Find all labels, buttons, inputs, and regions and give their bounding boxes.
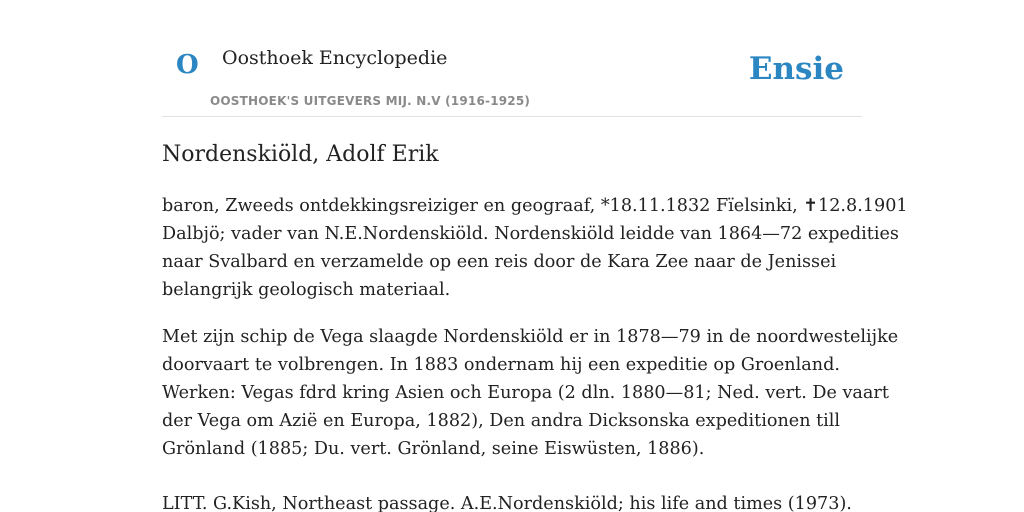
entry-paragraph: [162, 323, 899, 463]
paragraph-line: naar Svalbard en verzamelde op een reis door de Kara Zee naar de Jenissei: [162, 252, 837, 272]
site-title[interactable]: Oosthoek Encyclopedie: [222, 47, 448, 69]
paragraph-line: Dalbjö; vader van N.E.Nordenskiöld. Nordenskiöld leidde van 1864—72 expedities: [162, 224, 899, 244]
entry-title: Nordenskiöld, Adolf Erik: [162, 142, 439, 167]
site-header: [162, 0, 862, 117]
paragraph-line: Met zijn schip de Vega slaagde Nordenskiöld er in 1878—79 in de noordwestelijke: [162, 327, 899, 347]
content-container: [162, 0, 908, 512]
site-subtitle: OOSTHOEK'S UITGEVERS MIJ. N.V (1916-1925): [210, 94, 531, 108]
paragraph-line: Grönland (1885; Du. vert. Grönland, seine Eiswüsten, 1886).: [162, 439, 705, 459]
brand-logo-link[interactable]: Ensie: [748, 51, 844, 87]
literature-reference: [162, 490, 862, 512]
paragraph-line: belangrijk geologisch materiaal.: [162, 280, 451, 300]
paragraph-line: doorvaart te volbrengen. In 1883 ondernam hij een expeditie op Groenland.: [162, 355, 840, 375]
site-logo[interactable]: O: [176, 50, 199, 80]
entry-paragraph: [162, 192, 908, 304]
paragraph-line: Werken: Vegas fdrd kring Asien och Europa (2 dln. 1880—81; Ned. vert. De vaart: [162, 383, 889, 403]
paragraph-line: LITT. G.Kish, Northeast passage. A.E.Nordenskiöld; his life and times (1973).: [162, 494, 852, 512]
paragraph-line: der Vega om Azië en Europa, 1882), Den andra Dicksonska expeditionen till: [162, 411, 841, 431]
paragraph-line: baron, Zweeds ontdekkingsreiziger en geograaf, *18.11.1832 Fïelsinki, ✝12.8.1901: [162, 196, 908, 216]
